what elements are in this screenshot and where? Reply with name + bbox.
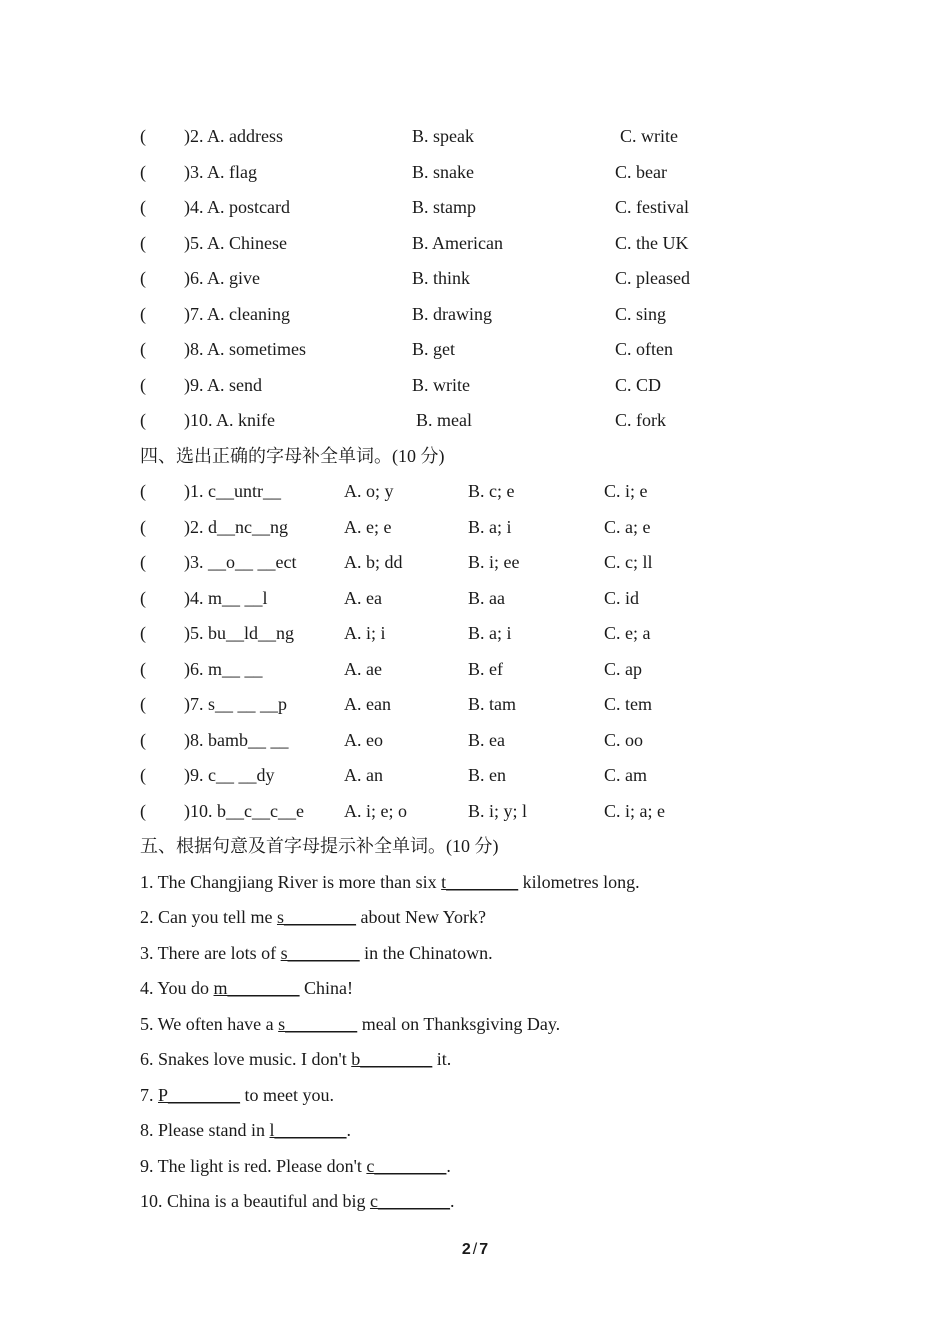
answer-paren: ( [140, 587, 146, 608]
option-b: B. get [412, 339, 455, 359]
list-item [140, 155, 840, 191]
question-word: )10. b__c__c__e [184, 800, 304, 821]
option-b: B. a; i [468, 623, 512, 643]
sentence-start: 8. Please stand in [140, 1120, 270, 1140]
option-a: A. ae [344, 658, 382, 679]
option-c: C. often [615, 339, 673, 359]
question-word: )5. bu__ld__ng [184, 623, 294, 643]
option-a: )2. A. address [184, 126, 283, 146]
option-c: C. festival [615, 197, 689, 217]
answer-paren: ( [140, 623, 146, 643]
answer-paren: ( [140, 374, 146, 395]
answer-paren: ( [140, 765, 146, 785]
answer-paren: ( [140, 197, 146, 217]
option-a: A. ea [344, 587, 382, 608]
sentence-start: 10. China is a beautiful and big [140, 1191, 370, 1211]
sentence-start: 6. Snakes love music. I don't [140, 1049, 352, 1069]
question-word: )7. s__ __ __p [184, 694, 287, 714]
sentence-end: it. [432, 1049, 452, 1069]
list-item [140, 332, 840, 368]
option-b: B. ea [468, 729, 505, 750]
sentence-end: . [446, 1155, 451, 1176]
question-word: )3. __o__ __ect [184, 552, 297, 572]
option-c: C. write [620, 126, 678, 146]
option-b: B. meal [416, 410, 472, 430]
worksheet-page [140, 119, 840, 1220]
list-item [140, 652, 840, 688]
option-b: B. stamp [412, 197, 477, 217]
answer-blank: c________ [369, 1191, 450, 1211]
option-c: C. oo [604, 729, 644, 750]
list-item [140, 1184, 840, 1220]
page-number [0, 1241, 950, 1259]
option-c: C. id [604, 587, 640, 608]
sentence-end: kilometres long. [518, 871, 640, 892]
list-item [140, 900, 840, 936]
option-a: A. o; y [344, 481, 394, 501]
option-c: C. sing [615, 303, 667, 324]
question-word: )8. bamb__ __ [184, 729, 289, 750]
option-a: )7. A. cleaning [184, 303, 290, 324]
option-a: A. e; e [344, 516, 392, 537]
list-item [140, 1113, 840, 1149]
list-item [140, 474, 840, 510]
option-b: B. speak [412, 126, 474, 146]
list-item [140, 545, 840, 581]
answer-paren: ( [140, 694, 146, 714]
sentence-end: about New York? [356, 907, 486, 927]
option-b: B. tam [468, 694, 516, 714]
answer-paren: ( [140, 552, 146, 572]
option-a: A. b; dd [344, 552, 403, 572]
answer-blank: l________ [269, 1120, 347, 1140]
option-a: )4. A. postcard [184, 197, 290, 217]
answer-blank: s________ [280, 942, 360, 963]
sentence-start: 9. The light is red. Please don't [140, 1155, 367, 1176]
sentence-end: to meet you. [240, 1084, 334, 1105]
answer-paren: ( [140, 729, 146, 750]
answer-paren: ( [140, 410, 146, 430]
section5-list [140, 865, 840, 1220]
option-c: C. ap [604, 658, 642, 679]
list-item [140, 1007, 840, 1043]
option-b: B. en [468, 765, 506, 785]
answer-paren: ( [140, 800, 146, 821]
sentence-start: 4. You do [140, 978, 214, 998]
answer-paren: ( [140, 516, 146, 537]
option-a: A. an [344, 765, 383, 785]
list-item [140, 119, 840, 155]
option-c: C. bear [615, 161, 667, 182]
answer-paren: ( [140, 232, 146, 253]
list-item [140, 510, 840, 546]
list-item [140, 1042, 840, 1078]
question-word: )4. m__ __l [184, 587, 268, 608]
option-c: C. fork [615, 410, 666, 430]
option-b: B. a; i [468, 516, 512, 537]
list-item [140, 581, 840, 617]
option-a: A. ean [344, 694, 391, 714]
answer-blank: s________ [278, 1013, 358, 1034]
answer-paren: ( [140, 339, 146, 359]
sentence-end: . [346, 1120, 351, 1140]
answer-blank: b________ [351, 1049, 433, 1069]
answer-paren: ( [140, 658, 146, 679]
page-current: 2 [461, 1241, 471, 1258]
list-item [140, 794, 840, 830]
sentence-end: China! [299, 978, 354, 998]
option-b: B. i; ee [468, 552, 520, 572]
option-a: )10. A. knife [184, 410, 275, 430]
section4-list [140, 474, 840, 829]
option-a: )6. A. give [184, 268, 260, 288]
answer-paren: ( [140, 303, 146, 324]
option-b: B. drawing [412, 303, 492, 324]
list-item [140, 687, 840, 723]
question-word: )1. c__untr__ [184, 481, 281, 501]
option-a: A. i; i [344, 623, 386, 643]
option-b: B. think [412, 268, 471, 288]
option-c: C. a; e [604, 516, 651, 537]
list-item [140, 297, 840, 333]
option-a: )9. A. send [184, 374, 262, 395]
answer-paren: ( [140, 161, 146, 182]
sentence-end: meal on Thanksgiving Day. [357, 1013, 561, 1034]
option-c: C. pleased [615, 268, 690, 288]
option-a: A. eo [344, 729, 383, 750]
sentence-end: . [449, 1191, 455, 1211]
list-item [140, 1149, 840, 1185]
answer-blank: m________ [213, 978, 300, 998]
list-item [140, 758, 840, 794]
list-item [140, 936, 840, 972]
section5-heading: 五、根据句意及首字母提示补全单词。(10 分) [140, 836, 499, 856]
list-item [140, 226, 840, 262]
option-c: C. e; a [604, 623, 651, 643]
answer-paren: ( [140, 481, 146, 501]
list-item [140, 403, 840, 439]
sentence-start: 5. We often have a [140, 1013, 279, 1034]
list-item [140, 261, 840, 297]
list-item [140, 971, 840, 1007]
option-c: C. the UK [615, 232, 689, 253]
option-b: B. American [412, 232, 503, 253]
answer-paren: ( [140, 268, 146, 288]
question-word: )2. d__nc__ng [184, 516, 288, 537]
answer-blank: c________ [366, 1155, 447, 1176]
option-b: B. aa [468, 587, 505, 608]
option-a: )8. A. sometimes [184, 339, 306, 359]
sentence-start: 3. There are lots of [140, 942, 281, 963]
option-b: B. c; e [468, 481, 515, 501]
option-a: A. i; e; o [344, 800, 407, 821]
option-c: C. tem [604, 694, 652, 714]
list-item [140, 368, 840, 404]
question-word: )6. m__ __ [184, 658, 263, 679]
option-c: C. i; e [604, 481, 648, 501]
answer-blank: t________ [441, 871, 519, 892]
option-c: C. am [604, 765, 647, 785]
option-c: C. c; ll [604, 552, 653, 572]
option-a: )5. A. Chinese [184, 232, 287, 253]
option-b: B. i; y; l [468, 800, 528, 821]
sentence-start: 1. The Changjiang River is more than six [140, 871, 442, 892]
option-b: B. snake [412, 161, 474, 182]
list-item [140, 1078, 840, 1114]
list-item [140, 723, 840, 759]
list-item [140, 190, 840, 226]
list-item [140, 865, 840, 901]
option-b: B. ef [468, 658, 503, 679]
section3-list [140, 119, 840, 439]
page-separator: / [472, 1241, 478, 1258]
sentence-start: 2. Can you tell me [140, 907, 277, 927]
sentence-end: in the Chinatown. [359, 942, 493, 963]
sentence-start: 7. [140, 1084, 158, 1105]
option-b: B. write [412, 374, 470, 395]
option-c: C. CD [615, 374, 662, 395]
list-item [140, 616, 840, 652]
section4-heading: 四、选出正确的字母补全单词。(10 分) [140, 445, 445, 466]
question-word: )9. c__ __dy [184, 765, 275, 785]
option-a: )3. A. flag [184, 161, 257, 182]
answer-blank: P________ [158, 1084, 241, 1105]
answer-paren: ( [140, 126, 146, 146]
answer-blank: s________ [276, 907, 356, 927]
page-total: 7 [479, 1241, 489, 1258]
option-c: C. i; a; e [604, 800, 665, 821]
